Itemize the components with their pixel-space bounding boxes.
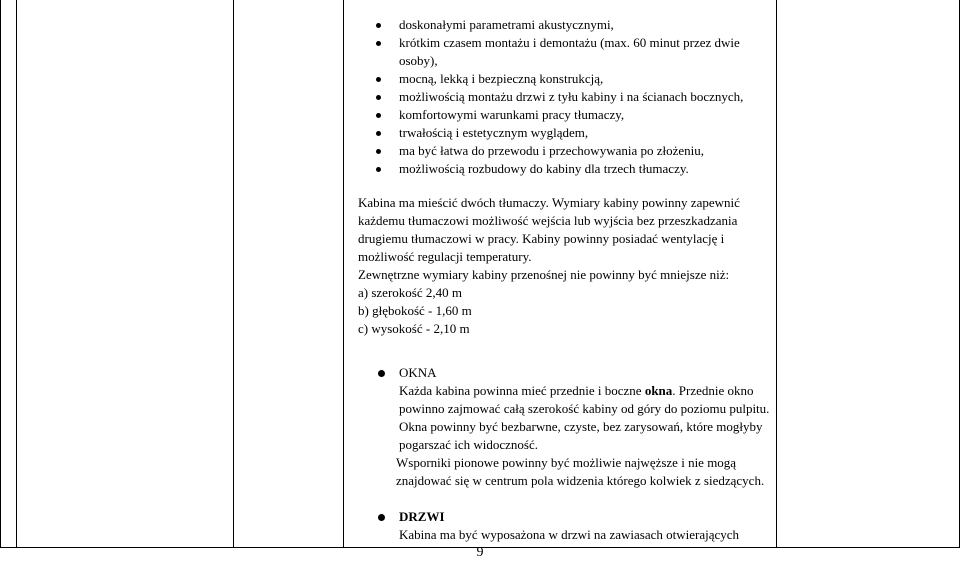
list-item: możliwością rozbudowy do kabiny dla trzech tłumaczy. [358, 160, 776, 178]
table-column-divider [776, 0, 777, 548]
features-list [358, 16, 776, 178]
bullet-icon [378, 514, 385, 521]
table-column-divider [343, 0, 344, 548]
dimension-depth: b) głębokość - 1,60 m [358, 303, 472, 318]
bullet-icon [376, 113, 381, 118]
bullet-icon [376, 149, 381, 154]
doors-text: Kabina ma być wyposażona w drzwi na zawiasach otwierających [399, 527, 740, 542]
dimension-height: c) wysokość - 2,10 m [358, 321, 470, 336]
table-border-left [0, 0, 1, 548]
list-item: komfortowymi warunkami pracy tłumaczy, [358, 106, 776, 124]
doors-heading: DRZWI [399, 509, 445, 524]
bullet-icon [376, 23, 381, 28]
list-item: krótkim czasem montażu i demontażu (max. 60 minut przez dwie osoby), [358, 34, 776, 70]
windows-heading: OKNA [399, 365, 437, 380]
page-number: 9 [476, 545, 484, 560]
doors-section [358, 508, 776, 544]
cabin-description: Kabina ma mieścić dwóch tłumaczy. Wymiary kabiny powinny zapewnić każdemu tłumaczowi możliwość wejścia lub wyjścia bez przeszkadzania drugiemu tłumaczowi w pracy. Kabiny powinny posiadać wentylację i możliwość regulacji temperatury. [358, 195, 740, 264]
bullet-icon [378, 370, 385, 377]
supports-text: Wsporniki pionowe powinny być możliwie najwęższe i nie mogą znajdować się w centrum pola widzenia którego kolwiek z siedzących. [396, 455, 765, 488]
list-item: mocną, lekką i bezpieczną konstrukcją, [358, 70, 776, 88]
windows-bold-word: okna [644, 383, 673, 398]
windows-section [358, 364, 776, 490]
bullet-icon [376, 95, 381, 100]
dimension-width: a) szerokość 2,40 m [358, 285, 462, 300]
list-item: trwałością i estetycznym wyglądem, [358, 124, 776, 142]
bullet-icon [376, 77, 381, 82]
bullet-icon [376, 131, 381, 136]
list-item: możliwością montażu drzwi z tyłu kabiny i na ścianach bocznych, [358, 88, 776, 106]
table-column-divider [16, 0, 17, 548]
table-column-divider [233, 0, 234, 548]
bullet-icon [376, 167, 381, 172]
dimensions-intro: Zewnętrzne wymiary kabiny przenośnej nie powinny być mniejsze niż: [358, 267, 730, 282]
list-item: doskonałymi parametrami akustycznymi, [358, 16, 776, 34]
bullet-icon [376, 41, 381, 46]
list-item: ma być łatwa do przewodu i przechowywania po złożeniu, [358, 142, 776, 160]
windows-text: Każda kabina powinna mieć przednie i boczne okna. Przednie okno powinno zajmować całą szerokość kabiny od góry do poziomu pulpitu. Okna powinny być bezbarwne, czyste, bez zarysowań, które mogłyby pogarszać ich widoczność. [399, 383, 770, 452]
dimensions-paragraph [358, 194, 776, 338]
description-cell [358, 16, 776, 544]
